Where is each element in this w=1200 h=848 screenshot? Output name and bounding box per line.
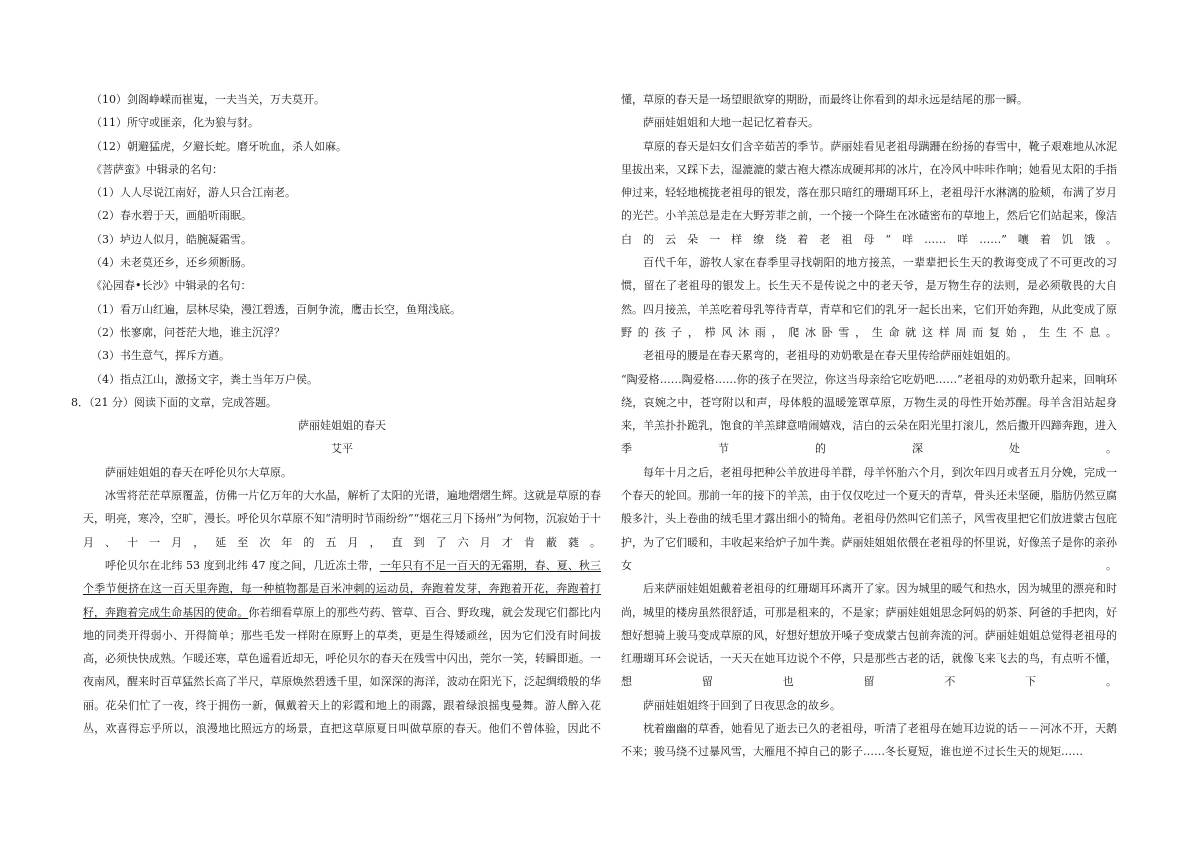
quote-line: （12）朝避猛虎，夕避长蛇。磨牙吮血，杀人如麻。 [91,139,347,153]
quote-line: （4）指点江山，激扬文字，粪土当年万户侯。 [91,372,318,386]
underlined-sentence: 一年只有不足一百天的无霜期，春、夏、秋三个季节便挤在这一百天里奔跑，每一种植物都是百米冲刺的运动员，奔跑着发芽，奔跑着开花，奔跑着打籽，奔跑着完成生命基因的使命。 [83,558,602,619]
quote-line: （11）所守或匪亲，化为狼与豺。 [91,116,259,130]
quote-line: （2）春水碧于天，画船听雨眠。 [91,209,252,223]
article-author: 艾平 [331,442,353,456]
paragraph: 后来萨丽娃姐姐戴着老祖母的红珊瑚耳环离开了家。因为城里的暖气和热水，因为城里的漂亮和时尚，城里的楼房虽然很舒适，可那是租来的，不是家；萨丽娃姐姐思念阿妈的奶茶、阿爸的手把肉，好想好想骑上骏马变成草原的风，好想好想放开嗓子变成蒙古包前奔流的河。萨丽娃姐姐总觉得老祖母的红珊瑚耳环会说话，一天天在她耳边说个不停，只是那些古老的话，就像飞来飞去的鸟，有点听不懂，想留也留不下。 [621,582,1117,689]
quote-line: （2）怅寥廓，问苍茫大地，谁主沉浮？ [91,325,285,339]
paragraph: 萨丽娃姐姐和大地一起记忆着春天。 [643,116,819,130]
paragraph: 萨丽娃姐姐的春天在呼伦贝尔大草原。 [105,465,292,479]
quote-line: （3）垆边人似月，皓腕凝霜雪。 [91,232,252,246]
paragraph: “陶爱格……陶爱格……你的孩子在哭泣，你这当母亲给它吃奶吧……”老祖母的劝奶歌升起来，回响环绕，哀婉之中，苍穹附以和声，母体般的温暖笼罩草原，万物生灵的母性开始苏醒。母羊含泪站起身来，羊羔扑扑跪乳，饱食的羊羔肆意啃闹嬉戏，洁白的云朵在阳光里打滚儿，然后撒开四蹄奔跑，进入季节的深处。 [621,372,1117,456]
quote-line: （1）看万山红遍，层林尽染，漫江碧透，百舸争流，鹰击长空，鱼翔浅底。 [91,302,461,316]
paragraph: 每年十月之后，老祖母把种公羊放进母羊群，母羊怀胎六个月，到次年四月或者五月分娩，完成一个春天的轮回。那前一年的接下的羊羔，由于仅仅吃过一个夏天的青草，骨头还未坚硬，脂肪仍然豆腐般多汁，头上卷曲的绒毛里才露出细小的犄角。老祖母仍然叫它们羔子，风雪夜里把它们放进蒙古包庇护，为了它们暖和，丰收起来给炉子加牛粪。萨丽娃姐姐依偎在老祖母的怀里说，好像羔子是你的亲孙女。 [621,465,1117,572]
quote-line: （1）人人尽说江南好，游人只合江南老。 [91,186,296,200]
paragraph: 萨丽娃姐姐终于回到了日夜思念的故乡。 [643,698,841,712]
left-column [71,88,602,740]
section-heading: 《菩萨蛮》中辑录的名句： [91,162,223,176]
section-heading: 《沁园春•长沙》中辑录的名句： [91,279,252,293]
paragraph [83,554,601,740]
paragraph-text: 你若细看草原上的那些芍药、管草、百合、野玫瑰，就会发现它们都比内地的同类开得弱小、开得简单；那些毛发一样附在原野上的草类，更是生得矮顽丝，因为它们没有时间拔高，必须快快成熟。乍暖还寒，草色遥看近却无，呼伦贝尔的春天在残雪中闪出，莞尔一笑，转瞬即逝。一夜南风，醒来时百草猛然长高了半尺，草原焕然碧透千里，如深深的海洋，波动在阳光下，泛起绸缎般的华丽。花朵们忙了一夜，终于拥伤一新，佩戴着天上的彩霞和地上的雨露，跟着绿浪摇曳曼舞。游人醉入花丛，欢喜得忘乎所以，浪漫地比照远方的场景，直把这草原夏日叫做草原的春天。他们不曾体验，因此不 [83,605,601,736]
right-column [621,88,1117,764]
paragraph: 枕着幽幽的草香，她看见了逝去已久的老祖母，听清了老祖母在她耳边说的话－－河冰不开，天鹅不来；骏马绕不过暴风雪，大雁甩不掉自己的影子……冬长夏短，谁也逆不过长生天的规矩…… [621,722,1117,759]
paragraph-text: 呼伦贝尔在北纬 53 度到北纬 47 度之间，几近冻土带， [105,558,380,572]
question-heading: 8．（21 分）阅读下面的文章，完成答题。 [71,395,277,409]
paragraph: 老祖母的腰是在春天累弯的，老祖母的劝奶歌是在春天里传给萨丽娃姐姐的。 [643,349,1017,363]
article-title: 萨丽娃姐姐的春天 [298,419,386,433]
quote-line: （3）书生意气，挥斥方遒。 [91,349,230,363]
paragraph: 懂，草原的春天是一场望眼欲穿的期盼，而最终让你看到的却永远是结尾的那一瞬。 [621,93,1028,106]
paragraph: 百代千年，游牧人家在春季里寻找朝阳的地方接羔，一辈辈把长生天的教诲变成了不可更改的习惯，留在了老祖母的银发上。长生天不是传说之中的老天爷，是万物生存的法则，是必须敬畏的大自然。四月接羔，羊羔吃着母乳等待青草，青草和它们的乳牙一起长出来，它们开始奔跑，从此变成了原野的孩子，栉风沐雨，爬冰卧雪，生命就这样周而复始，生生不息。 [621,256,1117,339]
paragraph: 冰雪将茫茫草原覆盖，仿佛一片亿万年的大水晶，解析了太阳的光谱，遍地熠熠生辉。这就是草原的春天，明亮，寒冷，空旷，漫长。呼伦贝尔草原不知“清明时节雨纷纷”“烟花三月下扬州”为何物，沉寂始于十月、十一月，延至次年的五月，直到了六月才肯蔽蕤。 [83,489,601,549]
paragraph: 草原的春天是妇女们含辛茹苦的季节。萨丽娃看见老祖母蹒跚在纷扬的春雪中，靴子艰难地从冰泥里拔出来，又踩下去，湿漉漉的蒙古袍大襟冻成硬邦邦的冰片，在冷风中咔咔作响；她看见太阳的手指伸过来，轻轻地梳拢老祖母的银发，落在那只暗红的珊瑚耳环上，老祖母汗水淋漓的脸颊，布满了岁月的光芒。小羊羔总是走在大野芳菲之前，一个接一个降生在冰碴密布的草地上，然后它们站起来，像洁白的云朵一样缭绕着老祖母“咩……咩……”嚷着饥饿。 [621,139,1117,246]
quote-line: （10）剑阁峥嵘而崔嵬，一夫当关，万夫莫开。 [91,93,325,106]
quote-line: （4）未老莫还乡，还乡须断肠。 [91,256,252,270]
